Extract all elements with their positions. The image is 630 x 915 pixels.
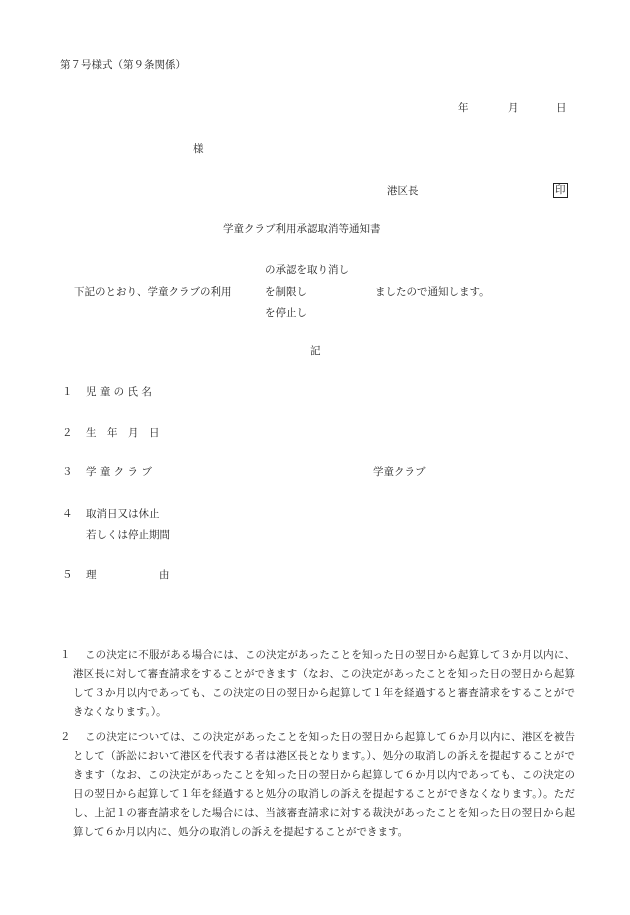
issuer-title: 港区長 bbox=[387, 185, 419, 197]
form-label: 第７号様式（第９条関係） bbox=[60, 59, 186, 71]
document-title: 学童クラブ利用承認取消等通知書 bbox=[223, 223, 381, 235]
item-number: １ bbox=[62, 386, 73, 398]
date-month: 月 bbox=[508, 102, 519, 114]
option-restrict: を制限し bbox=[265, 286, 307, 298]
item-label-reason-a: 理 bbox=[86, 569, 97, 581]
addressee-suffix: 様 bbox=[193, 143, 204, 155]
item-value-club: 学童クラブ bbox=[373, 466, 426, 478]
item-label-child-name: 児 童 の 氏 名 bbox=[86, 386, 152, 398]
option-suspend: を停止し bbox=[265, 307, 307, 319]
item-label-period-line2: 若しくは停止期間 bbox=[86, 529, 170, 541]
item-number: ４ bbox=[62, 508, 73, 520]
option-revoke: の承認を取り消し bbox=[265, 264, 349, 276]
date-day: 日 bbox=[556, 102, 567, 114]
item-number: ２ bbox=[62, 427, 73, 439]
note-1-text: この決定に不服がある場合には、この決定があったことを知った日の翌日から起算して３か月以内に、港区長に対して審査請求をすることができます（なお、この決定があったことを知った日の翌日から起算して３か月以内であっても、この決定の日の翌日から起算して１年を経過すると審査請求をすることができなくなります。）。 bbox=[73, 649, 575, 718]
note-2-text: この決定については、この決定があったことを知った日の翌日から起算して６か月以内に、港区を被告として（訴訟において港区を代表する者は港区長となります。）、処分の取消しの訴えを提起することができます（なお、この決定があったことを知った日の翌日から起算して６か月以内であっても、この決定の日の翌日から起算して１年を経過すると処分の取消しの訴えを提起することができなくなります。）。ただし、上記１の審査請求をした場合には、当該審査請求に対する裁決があったことを知った日の翌日から起算して６か月以内に、処分の取消しの訴えを提起することができます。 bbox=[73, 731, 575, 838]
item-label-club: 学 童 ク ラ ブ bbox=[86, 466, 152, 478]
item-label-period: 取消日又は休止 bbox=[86, 508, 160, 520]
seal-stamp: 印 bbox=[555, 184, 566, 196]
item-label-reason-b: 由 bbox=[159, 569, 170, 581]
date-year: 年 bbox=[458, 102, 469, 114]
ki-heading: 記 bbox=[310, 345, 321, 357]
notice-lead: 下記のとおり、学童クラブの利用 bbox=[74, 286, 232, 298]
item-label-birthdate: 生 年 月 日 bbox=[86, 427, 160, 439]
item-number: ５ bbox=[62, 569, 73, 581]
note-2: ２ この決定については、この決定があったことを知った日の翌日から起算して６か月以内に、港区を被告として（訴訟において港区を代表する者は港区長となります。）、処分の取消しの訴えを提起することができます（なお、この決定があったことを知った日の翌日から起算して６か月以内であっても、この決定の日の翌日から起算して１年を経過すると処分の取消しの訴えを提起することができなくなります。）。ただし、上記１の審査請求をした場合には、当該審査請求に対する裁決があったことを知った日の翌日から起算して６か月以内に、処分の取消しの訴えを提起することができます。 bbox=[60, 728, 575, 842]
notice-tail: ましたので通知します。 bbox=[375, 286, 490, 298]
note-1: １ この決定に不服がある場合には、この決定があったことを知った日の翌日から起算して３か月以内に、港区長に対して審査請求をすることができます（なお、この決定があったことを知った日の翌日から起算して３か月以内であっても、この決定の日の翌日から起算して１年を経過すると審査請求をすることができなくなります。）。 bbox=[60, 646, 575, 722]
item-number: ３ bbox=[62, 466, 73, 478]
